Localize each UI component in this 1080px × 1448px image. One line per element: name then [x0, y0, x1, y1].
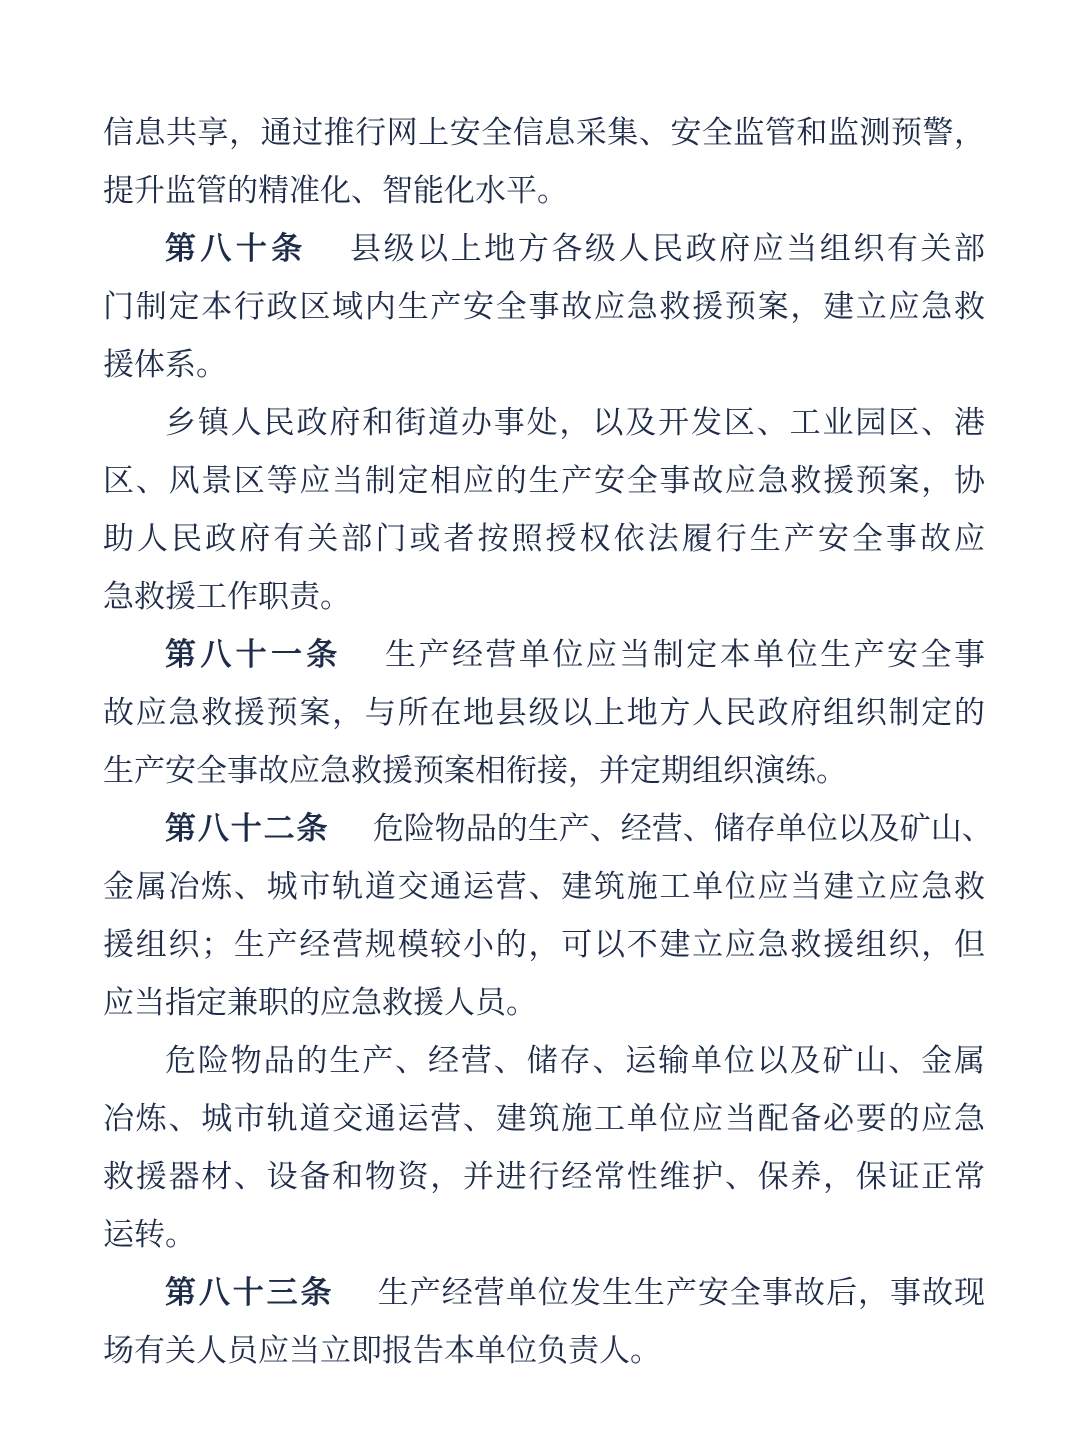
- text-line: 援组织；生产经营规模较小的，可以不建立应急救援组织，但: [103, 927, 985, 962]
- line-text: 县级以上地方各级人民政府应当组织有关部: [350, 231, 985, 266]
- text-line: 故应急救援预案，与所在地县级以上地方人民政府组织制定的: [103, 695, 985, 730]
- text-line: 提升监管的精准化、智能化水平。: [103, 173, 568, 208]
- paragraph: [103, 1032, 985, 1264]
- text-line: 生产安全事故应急救援预案相衔接，并定期组织演练。: [103, 753, 847, 788]
- paragraph: [103, 104, 985, 220]
- text-line: 运转。: [103, 1217, 196, 1252]
- paragraph: [103, 626, 985, 800]
- text-line: 救援器材、设备和物资，并进行经常性维护、保养，保证正常: [103, 1159, 985, 1194]
- text-line: 金属冶炼、城市轨道交通运营、建筑施工单位应当建立应急救: [103, 869, 985, 904]
- text-line: 助人民政府有关部门或者按照授权依法履行生产安全事故应: [103, 521, 985, 556]
- paragraph: [103, 394, 985, 626]
- text-line: [103, 1264, 985, 1322]
- text-line: 信息共享，通过推行网上安全信息采集、安全监管和监测预警，: [103, 115, 985, 150]
- line-text: 危险物品的生产、经营、储存单位以及矿山、: [372, 811, 993, 846]
- text-line: 场有关人员应当立即报告本单位负责人。: [103, 1333, 661, 1368]
- text-line: 急救援工作职责。: [103, 579, 351, 614]
- line-text: 生产经营单位应当制定本单位生产安全事: [385, 637, 985, 672]
- line-text: 生产经营单位发生生产安全事故后，事故现: [377, 1275, 985, 1310]
- paragraph: [103, 220, 985, 394]
- text-line: [103, 220, 985, 278]
- text-line: 门制定本行政区域内生产安全事故应急救援预案，建立应急救: [103, 289, 985, 324]
- text-line: 冶炼、城市轨道交通运营、建筑施工单位应当配备必要的应急: [103, 1101, 985, 1136]
- text-line: 区、风景区等应当制定相应的生产安全事故应急救援预案，协: [103, 463, 985, 498]
- text-line: [103, 626, 985, 684]
- text-line: 乡镇人民政府和街道办事处，以及开发区、工业园区、港: [165, 405, 985, 440]
- text-line: [103, 800, 993, 858]
- text-line: 援体系。: [103, 347, 227, 382]
- paragraph: [103, 800, 993, 1032]
- article-number: 第八十三条: [165, 1275, 335, 1310]
- text-line: 危险物品的生产、经营、储存、运输单位以及矿山、金属: [165, 1043, 985, 1078]
- article-number: 第八十一条: [165, 637, 342, 672]
- article-number: 第八十二条: [165, 811, 330, 846]
- article-number: 第八十条: [165, 231, 307, 266]
- paragraph: [103, 1264, 985, 1380]
- law-text-body: [103, 104, 993, 1380]
- text-line: 应当指定兼职的应急救援人员。: [103, 985, 537, 1020]
